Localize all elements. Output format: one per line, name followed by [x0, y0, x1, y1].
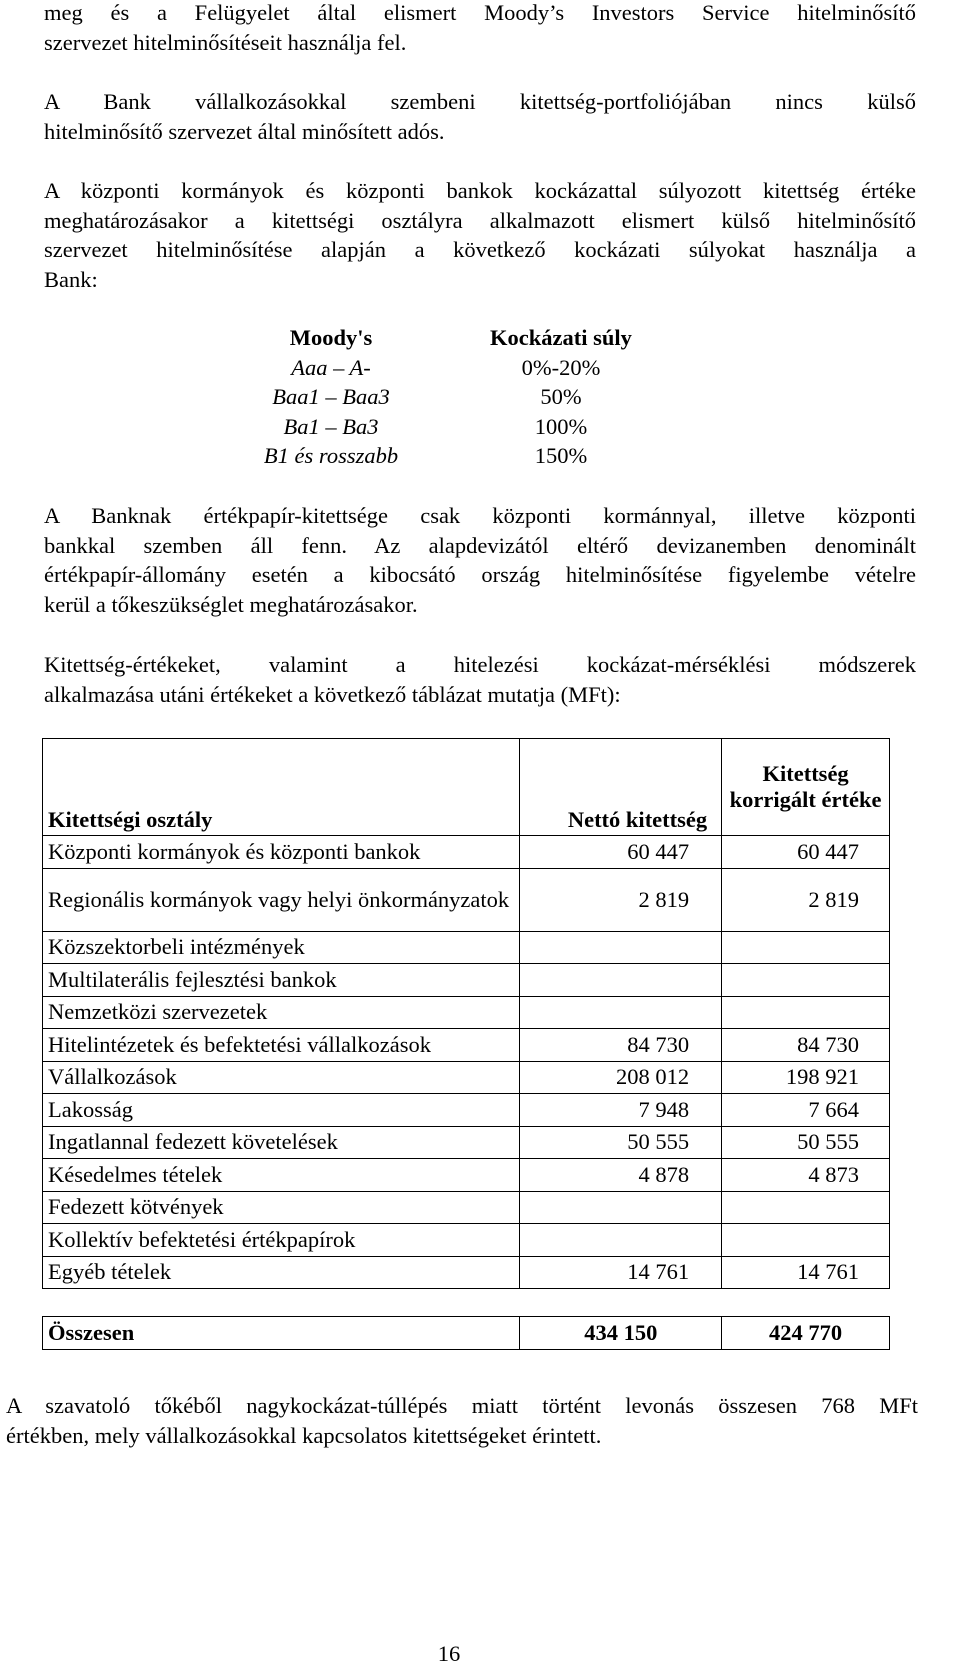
exposure-class: Közszektorbeli intézmények [43, 931, 520, 964]
text-line: meghatározásakor a kitettségi osztályra alkalmazott elismert külső hitelminősítő [44, 207, 916, 233]
table-row [43, 996, 890, 1029]
text-line: A központi kormányok és központi bankok kockázattal súlyozott kitettség értéke [44, 178, 916, 203]
exposure-class: Regionális kormányok vagy helyi önkormányzatok [43, 868, 520, 931]
exposure-class: Késedelmes tételek [43, 1159, 520, 1192]
table-row [43, 1224, 890, 1257]
paragraph-corporate-portfolio [44, 87, 916, 146]
exposure-class: Multilaterális fejlesztési bankok [43, 964, 520, 997]
exposure-class: Kollektív befektetési értékpapírok [43, 1224, 520, 1257]
rating-grade: Aaa – A- [291, 354, 371, 380]
table-spacer [43, 1289, 890, 1317]
adjusted-exposure: 4 873 [722, 1159, 890, 1192]
exposure-table [42, 738, 890, 1350]
risk-weight: 150% [534, 443, 588, 468]
exposure-class: Nemzetközi szervezetek [43, 996, 520, 1029]
paragraph-large-exposure-deduction [6, 1391, 918, 1450]
exposure-class: Hitelintézetek és befektetési vállalkozások [43, 1029, 520, 1062]
exposure-class: Ingatlannal fedezett követelések [43, 1126, 520, 1159]
text-line: alkalmazása utáni értékeket a következő táblázat mutatja (MFt): [44, 681, 621, 707]
adjusted-exposure [722, 1191, 890, 1224]
adjusted-exposure: 50 555 [722, 1126, 890, 1159]
total-label: Összesen [43, 1317, 520, 1350]
rating-table-header [236, 323, 696, 353]
text-line: Bank: [44, 266, 98, 292]
text-line: A Banknak értékpapír-kitettsége csak központi kormánnyal, illetve központi [44, 503, 916, 528]
net-exposure: 7 948 [520, 1094, 722, 1127]
text-line: A szavatoló tőkéből nagykockázat-túllépés miatt történt levonás összesen 768 MFt [6, 1393, 918, 1418]
risk-weight: 0%-20% [521, 354, 601, 380]
table-row [43, 1191, 890, 1224]
table-row [43, 1094, 890, 1127]
table-row [43, 868, 890, 931]
adjusted-exposure: 7 664 [722, 1094, 890, 1127]
net-exposure [520, 1191, 722, 1224]
net-exposure: 208 012 [520, 1061, 722, 1094]
header-exposure-class: Kitettségi osztály [43, 739, 520, 836]
net-exposure: 2 819 [520, 868, 722, 931]
net-exposure: 50 555 [520, 1126, 722, 1159]
total-net-exposure: 434 150 [520, 1317, 722, 1350]
header-net-exposure: Nettó kitettség [520, 739, 722, 836]
table-row [43, 1126, 890, 1159]
text-line: A Bank vállalkozásokkal szembeni kitettség-portfoliójában nincs külső [44, 89, 916, 114]
net-exposure: 84 730 [520, 1029, 722, 1062]
adjusted-exposure: 60 447 [722, 836, 890, 869]
table-row [43, 1061, 890, 1094]
risk-weight: 100% [534, 413, 588, 439]
text-line: meg és a Felügyelet által elismert Moody’s Investors Service hitelminősítő [44, 0, 916, 25]
table-row [43, 1256, 890, 1289]
net-exposure: 4 878 [520, 1159, 722, 1192]
header-moodys: Moody's [289, 325, 373, 350]
adjusted-exposure: 14 761 [722, 1256, 890, 1289]
rating-row [236, 441, 696, 471]
paragraph-table-intro [44, 650, 916, 709]
text-line: bankkal szemben áll fenn. Az alapdevizától eltérő devizanemben denominált [44, 532, 916, 558]
table-total-row [43, 1317, 890, 1350]
text-line: értékben, mely vállalkozásokkal kapcsolatos kitettségeket érintett. [6, 1422, 602, 1448]
exposure-class: Fedezett kötvények [43, 1191, 520, 1224]
net-exposure [520, 1224, 722, 1257]
adjusted-exposure [722, 1224, 890, 1257]
header-risk-weight: Kockázati súly [490, 325, 632, 350]
text-line: Kitettség-értékeket, valamint a hitelezési kockázat-mérséklési módszerek [44, 652, 916, 677]
text-line: hitelminősítő szervezet által minősített adós. [44, 118, 445, 144]
rating-grade: Baa1 – Baa3 [272, 384, 390, 409]
table-row [43, 964, 890, 997]
text-line: szervezet hitelminősítése alapján a következő kockázati súlyokat használja a [44, 237, 916, 262]
table-row [43, 836, 890, 869]
total-adjusted-exposure: 424 770 [722, 1317, 890, 1350]
table-row [43, 1029, 890, 1062]
rating-grade: B1 és rosszabb [263, 443, 399, 468]
adjusted-exposure [722, 996, 890, 1029]
text-line: szervezet hitelminősítéseit használja fel. [44, 29, 407, 55]
rating-weight-table [236, 323, 696, 471]
adjusted-exposure [722, 931, 890, 964]
net-exposure: 14 761 [520, 1256, 722, 1289]
header-adjusted-exposure: Kitettség korrigált értéke [722, 739, 890, 836]
table-row [43, 931, 890, 964]
exposure-class: Központi kormányok és központi bankok [43, 836, 520, 869]
exposure-table-header [43, 739, 890, 836]
paragraph-rating-agency [44, 0, 916, 57]
rating-row [236, 353, 696, 383]
adjusted-exposure: 2 819 [722, 868, 890, 931]
exposure-class: Lakosság [43, 1094, 520, 1127]
net-exposure [520, 996, 722, 1029]
net-exposure [520, 964, 722, 997]
net-exposure [520, 931, 722, 964]
paragraph-securities-exposure [44, 501, 916, 619]
exposure-class: Vállalkozások [43, 1061, 520, 1094]
text-line: értékpapír-állomány esetén a kibocsátó ország hitelminősítése figyelembe vételre [44, 562, 916, 587]
page-number: 16 [437, 1641, 461, 1666]
text-line: kerül a tőkeszükséglet meghatározásakor. [44, 591, 418, 617]
net-exposure: 60 447 [520, 836, 722, 869]
table-row [43, 1159, 890, 1192]
paragraph-risk-weights-intro [44, 176, 916, 294]
rating-grade: Ba1 – Ba3 [283, 413, 379, 439]
risk-weight: 50% [540, 384, 582, 409]
rating-row [236, 412, 696, 442]
exposure-class: Egyéb tételek [43, 1256, 520, 1289]
adjusted-exposure: 84 730 [722, 1029, 890, 1062]
adjusted-exposure: 198 921 [722, 1061, 890, 1094]
rating-row [236, 382, 696, 412]
adjusted-exposure [722, 964, 890, 997]
